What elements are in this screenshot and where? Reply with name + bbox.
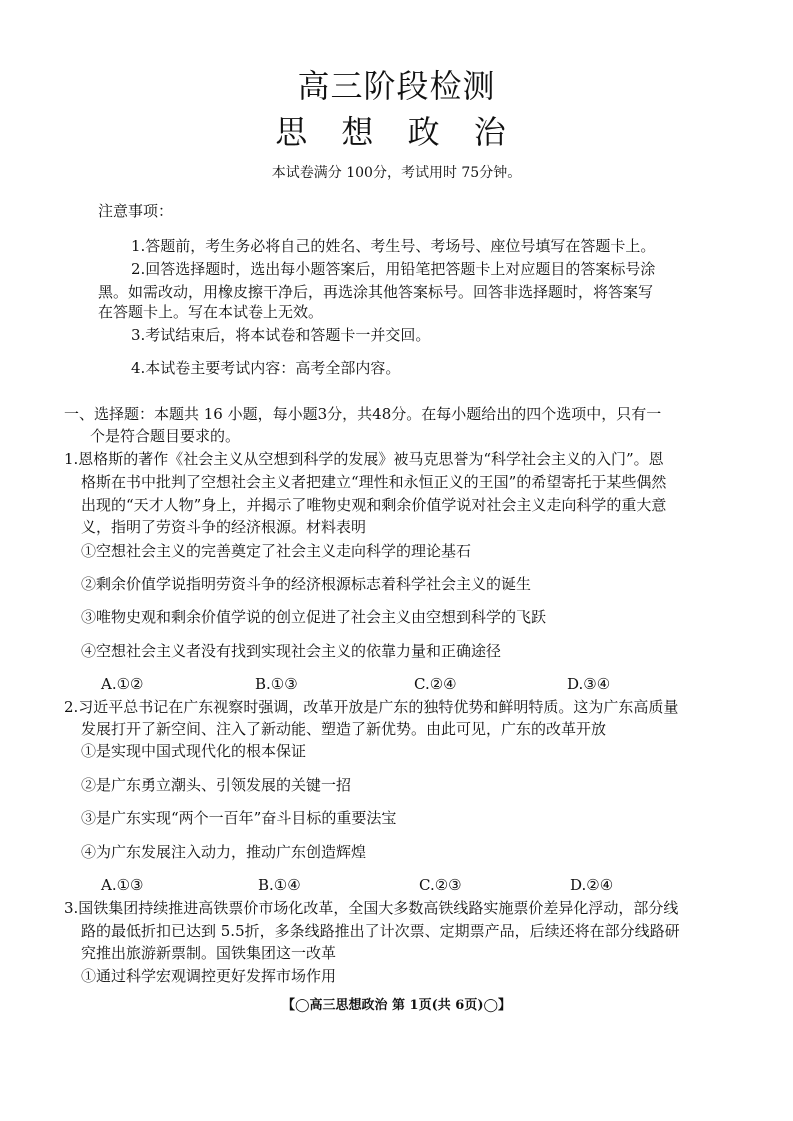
q1-statement-1: ①空想社会主义的完善奠定了社会主义走向科学的理论基石 [81,542,472,560]
q2-statement-2: ②是广东勇立潮头、引领发展的关键一招 [81,776,352,794]
q1-choice-c: C.②④ [414,675,457,693]
notes-heading: 注意事项： [98,202,174,220]
q2-statement-4: ④为广东发展注入动力，推动广东创造辉煌 [81,843,367,861]
section-heading-line-2: 个是符合题目要求的。 [90,427,241,445]
section-heading-line-1: 一、选择题：本题共 16 小题，每小题3分，共48分。在每小题给出的四个选项中，只有一 [64,405,662,423]
note-1: 1.答题前，考生务必将自己的姓名、考生号、考场号、座位号填写在答题卡上。 [131,237,656,255]
q2-choice-d: D.②④ [570,876,614,894]
q1-statement-3: ③唯物史观和剩余价值学说的创立促进了社会主义由空想到科学的飞跃 [81,608,547,626]
q3-stem-line-2: 路的最低折扣已达到 5.5折，多条线路推出了计次票、定期票产品，后续还将在部分线路研 [81,922,680,940]
q1-choice-b: B.①③ [255,675,298,693]
q1-statement-4: ④空想社会主义者没有找到实现社会主义的依靠力量和正确途径 [81,642,502,660]
q1-stem-line-4: 义，指明了劳资斗争的经济根源。材料表明 [81,518,367,536]
q1-choice-d: D.③④ [567,675,611,693]
note-2-line-3: 在答题卡上。写在本试卷上无效。 [98,303,324,321]
note-2-line-1: 2.回答选择题时，选出每小题答案后，用铅笔把答题卡上对应题目的答案标号涂 [131,260,656,278]
q3-stem-line-1: 3.国铁集团持续推进高铁票价市场化改革，全国大多数高铁线路实施票价差异化浮动，部分线 [64,899,679,917]
q2-choice-b: B.①④ [258,876,301,894]
exam-info: 本试卷满分 100分，考试用时 75分钟。 [271,165,522,181]
q2-statement-1: ①是实现中国式现代化的根本保证 [81,742,307,760]
q1-stem-line-3: 出现的“天才人物”身上，并揭示了唯物史观和剩余价值学说对社会主义走向科学的重大意 [81,496,667,514]
q3-statement-1: ①通过科学宏观调控更好发挥市场作用 [81,967,337,985]
q1-stem-line-2: 格斯在书中批判了空想社会主义者把建立“理性和永恒正义的王国”的希望寄托于某些偶然 [81,473,667,491]
q2-statement-3: ③是广东实现“两个一百年”奋斗目标的重要法宝 [81,809,397,827]
q1-choice-a: A.①② [101,675,144,693]
q2-stem-line-2: 发展打开了新空间、注入了新动能、塑造了新优势。由此可见，广东的改革开放 [81,720,607,738]
q1-statement-2: ②剩余价值学说指明劳资斗争的经济根源标志着科学社会主义的诞生 [81,575,532,593]
exam-title: 高三阶段检测 [297,67,496,105]
q1-stem-line-1: 1.恩格斯的著作《社会主义从空想到科学的发展》被马克思誉为“科学社会主义的入门”。恩 [64,450,664,468]
note-2-line-2: 黑。如需改动，用橡皮擦干净后，再选涂其他答案标号。回答非选择题时，将答案写 [98,283,654,301]
q2-choice-c: C.②③ [419,876,462,894]
q2-choice-a: A.①③ [101,876,144,894]
q2-stem-line-1: 2.习近平总书记在广东视察时强调，改革开放是广东的独特优势和鲜明特质。这为广东高质量 [64,698,679,716]
q3-stem-line-3: 究推出旅游新票制。国铁集团这一改革 [81,944,337,962]
note-3: 3.考试结束后，将本试卷和答题卡一并交回。 [131,326,431,344]
subject-title: 思 想 政 治 [275,113,518,151]
page-footer: 【◯高三思想政治 第 1页(共 6页)◯】 [281,998,512,1013]
note-4: 4.本试卷主要考试内容：高考全部内容。 [131,359,401,377]
